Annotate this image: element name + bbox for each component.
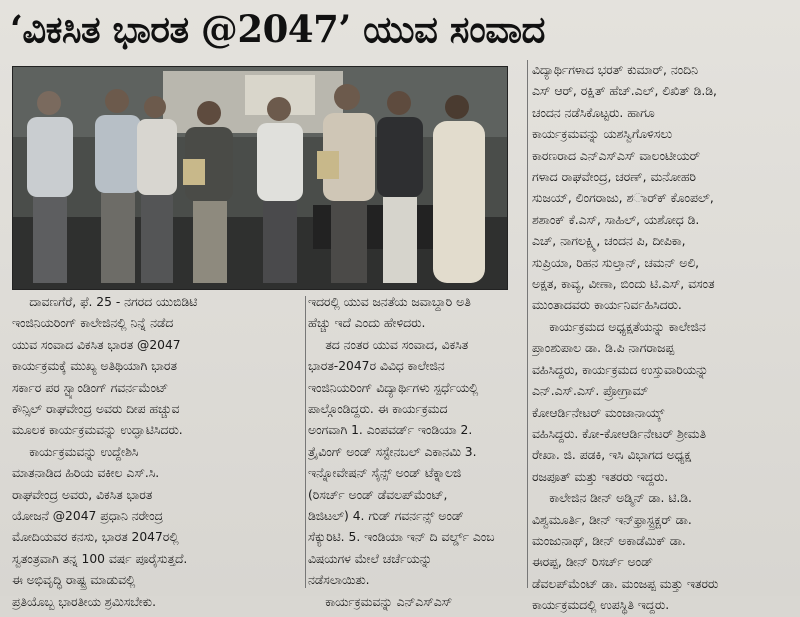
text-line: ಭಾರತ-2047ರ ವಿವಿಧ ಕಾಲೇಜಿನ [308,359,445,374]
text-line: ಕೌನ್ಸಿಲ್ ರಾಘವೇಂದ್ರ ಅವರು ದೀಪ ಹಚ್ಚುವ [12,402,180,417]
text-line: ರಜಪೂತ್ ಮತ್ತು ಇತರರು ಇದ್ದರು. [532,469,669,484]
text-line: ಮುಂತಾದವರು ಕಾರ್ಯನಿರ್ವಹಿಸಿದರು. [532,298,682,313]
text-line: ಕಾರ್ಯಕ್ರಮಕ್ಕೆ ಮುಖ್ಯ ಅತಿಥಿಯಾಗಿ ಭಾರತ [12,359,177,374]
text-line: ಡೆವಲಪ್‌ಮೆಂಟ್ ಡಾ. ಮಂಜಪ್ಪ ಮತ್ತು ಇತರರು [532,576,719,591]
column-left [12,292,302,613]
text-line: ಸುಜಯ್, ಲಿಂಗರಾಜು, ಶರ್ಾಕ್ ಕೊಂಪಲ್, [532,191,714,206]
text-line: ಸ್ವತಂತ್ರವಾಗಿ ತನ್ನ 100 ವರ್ಷ ಪೂರೈಸುತ್ತದೆ. [12,551,188,566]
text-line: ಕಾರ್ಯಕ್ರಮವನ್ನು ಯಶಸ್ವಿಗೊಳಿಸಲು [532,127,673,142]
column-divider [305,296,306,588]
text-line: ವಿದ್ಯಾರ್ಥಿಗಳಾದ ಭರತ್ ಕುಮಾರ್, ನಂದಿನಿ [532,63,698,77]
text-line: ಇಂಜಿನಿಯರಿಂಗ್ ವಿದ್ಯಾರ್ಥಿಗಳು ಸ್ಪರ್ಧೆಯಲ್ಲಿ [308,380,479,395]
text-line: ತ್ರೈವಿಂಗ್ ಅಂಡ್ ಸಸ್ಟೇನಬಲ್ ಎಕಾನಮಿ 3. [308,444,477,459]
text-line: ರಾಘವೇಂದ್ರ ಅವರು, ವಿಕಸಿತ ಭಾರತ [12,487,153,502]
text-line: ಕಾರ್ಯಕ್ರಮದ ಅಧ್ಯಕ್ಷತೆಯನ್ನು ಕಾಲೇಜಿನ [549,319,706,334]
text-line: ಇಂಜಿನಿಯರಿಂಗ್ ಕಾಲೇಜಿನಲ್ಲಿ ನಿನ್ನೆ ನಡೆದ [12,316,174,331]
text-line: ಪ್ರತಿಯೊಬ್ಬ ಭಾರತೀಯ ಶ್ರಮಿಸಬೇಕು. [12,594,157,609]
text-line: ಡಿಜಿಟಲ್) 4. ಗುಡ್ ಗವರ್ನನ್ಸ್ ಅಂಡ್ [308,509,464,524]
text-line: ಕಾರಣರಾದ ಎನ್‌ಎಸ್‌ಎಸ್ ವಾಲಂಟೀಯರ್ [532,148,701,163]
text-line: ವಹಿಸಿದ್ದರು, ಕಾರ್ಯಕ್ರಮದ ಉಸ್ತುವಾರಿಯನ್ನು [532,362,709,377]
text-line: ಕಾಲೇಜಿನ ಡೀನ್ ಅಡ್ಮಿನ್ ಡಾ. ಟಿ.ಡಿ. [549,491,692,506]
text-line: ಈ ಅಭಿವೃದ್ಧಿ ರಾಷ್ಟ್ರ ಮಾಡುವಲ್ಲಿ [12,573,136,588]
text-line: ಎಸ್ ಆರ್, ರಕ್ಷಿತ್ ಹೆಚ್.ಎಲ್, ಲಿಖಿತ್ ಡಿ.ಡಿ, [532,84,717,99]
text-line: ಕಾರ್ಯಕ್ರಮವನ್ನು ಉದ್ದೇಶಿಸಿ [29,444,139,459]
text-line: ಪ್ರಾಂಶುಪಾಲ ಡಾ. ಡಿ.ಪಿ ನಾಗರಾಜಪ್ಪ [532,341,675,356]
text-line: ಮೂಲಕ ಕಾರ್ಯಕ್ರಮವನ್ನು ಉದ್ಘಾಟಿಸಿದರು. [12,423,183,438]
text-line: ಸರ್ಕಾರ ಪರ ಸ್ಟ್ಯಾಂಡಿಂಗ್ ಗವರ್ನಮೆಂಟ್ [12,380,169,395]
event-photo [12,66,508,290]
text-line: ಕಾರ್ಯಕ್ರಮದಲ್ಲಿ ಉಪಸ್ಥಿತಿ ಇದ್ದರು. [532,598,670,613]
text-line: ವಿಷಯಗಳ ಮೇಲೆ ಚರ್ಚೆಯನ್ನು [308,551,433,566]
text-line: ಹೆಚ್ಚು ಇದೆ ಎಂದು ಹೇಳಿದರು. [308,316,426,331]
text-line: (ರಿಸರ್ಚ್ ಅಂಡ್ ಡೆವಲಪ್‌ಮೆಂಟ್, [308,487,448,502]
text-line: ಯೋಜನೆ @2047 ಪ್ರಧಾನಿ ನರೇಂದ್ರ [12,509,164,524]
text-line: ಶಶಾಂಕ್ ಕೆ.ಎಸ್, ಸಾಹಿಲ್, ಯಶೋಧ ಡಿ. [532,212,700,227]
text-line: ಪಾಲ್ಗೊಂಡಿದ್ದರು. ಈ ಕಾರ್ಯಕ್ರಮದ [308,402,448,417]
text-line: ಅಂಗವಾಗಿ 1. ಎಂಪವರ್ಡ್ ಇಂಡಿಯಾ 2. [308,423,473,438]
text-line: ನಡೆಸಲಾಯಿತು. [308,573,370,588]
text-line: ಮಾತನಾಡಿದ ಹಿರಿಯ ವಕೀಲ ಎಸ್.ಸಿ. [12,466,160,481]
text-line: ವಹಿಸಿದ್ದರು. ಕೋ-ಕೋಆರ್ಡಿನೇಟರ್ ಶ್ರೀಮತಿ [532,426,706,441]
text-line: ತದ ನಂತರ ಯುವ ಸಂವಾದ, ವಿಕಸಿತ [325,337,469,352]
text-line: ಸುಪ್ರಿಯಾ, ರಿಹನ ಸುಲ್ತಾನ್, ಚಮನ್ ಅಲಿ, [532,255,700,270]
text-line: ಚಂದನ ನಡೆಸಿಕೊಟ್ಟರು. ಹಾಗೂ [532,105,655,120]
column-right [532,60,794,617]
column-divider [527,60,528,588]
text-line: ದಾವಣಗೆರೆ, ಫೆ. 25 - ನಗರದ ಯುಬಿಡಿಟಿ [29,295,198,309]
column-middle [308,292,524,613]
text-line: ರೇಖಾ. ಜಿ. ಪಡಕಿ, ಇಸಿ ವಿಭಾಗದ ಅಧ್ಯಕ್ಷ [532,448,692,463]
text-line: ಎಚ್, ನಾಗಲಕ್ಷ್ಮಿ, ಚಂದನ ಪಿ, ದೀಪಿಕಾ, [532,234,686,249]
text-line: ಎನ್.ಎಸ್.ಎಸ್. ಪ್ರೋಗ್ರಾಮ್ [532,384,649,399]
text-line: ಇನ್ನೋವೇಷನ್ ಸೈನ್ಸ್ ಅಂಡ್ ಟೆಕ್ನಾಲಜಿ [308,466,462,481]
text-line: ಗಳಾದ ರಾಘವೇಂದ್ರ, ಚರಣ್, ಮನೋಹರಿ [532,170,696,185]
text-line: ಈರಪ್ಪ, ಡೀನ್ ರಿಸರ್ಚ್ ಅಂಡ್ [532,555,653,570]
article-headline: ‘ವಿಕಸಿತ ಭಾರತ @2047’ ಯುವ ಸಂವಾದ [10,7,545,51]
text-line: ಮೋದಿಯವರ ಕನಸು, ಭಾರತ 2047ರಲ್ಲಿ [12,530,179,545]
text-line: ಕೋಆರ್ಡಿನೇಟರ್ ಮಂಜಾನಾಯ್ಕ್ [532,405,665,420]
text-line: ಇದರಲ್ಲಿ ಯುವ ಜನತೆಯ ಜವಾಬ್ದಾರಿ ಅತಿ [308,295,471,309]
text-line: ಕಾರ್ಯಕ್ರಮವನ್ನು ಎನ್‌ಎಸ್‌ಎಸ್ [325,594,453,609]
text-line: ಯುವ ಸಂವಾದ ವಿಕಸಿತ ಭಾರತ @2047 [12,337,181,352]
text-line: ಸೆಕ್ಯುರಿಟಿ. 5. ಇಂಡಿಯಾ ಇನ್ ದಿ ವರ್ಲ್ಡ್ ಎಂಬ [308,530,495,545]
text-line: ಮಂಜುನಾಥ್, ಡೀನ್ ಅಕಾಡೆಮಿಕ್ ಡಾ. [532,533,686,548]
text-line: ವಿಶ್ವಮೂರ್ತಿ, ಡೀನ್ ಇನ್‌ಫ್ರಾಸ್ಟ್ರಕ್ಚರ್ ಡಾ. [532,512,692,527]
event-photo-image [13,67,507,289]
text-line: ಅಕ್ಷತ, ಕಾವ್ಯ, ವೀಣಾ, ಬಿಂದು ಟಿ.ಎಸ್, ವಸಂತ [532,277,715,292]
